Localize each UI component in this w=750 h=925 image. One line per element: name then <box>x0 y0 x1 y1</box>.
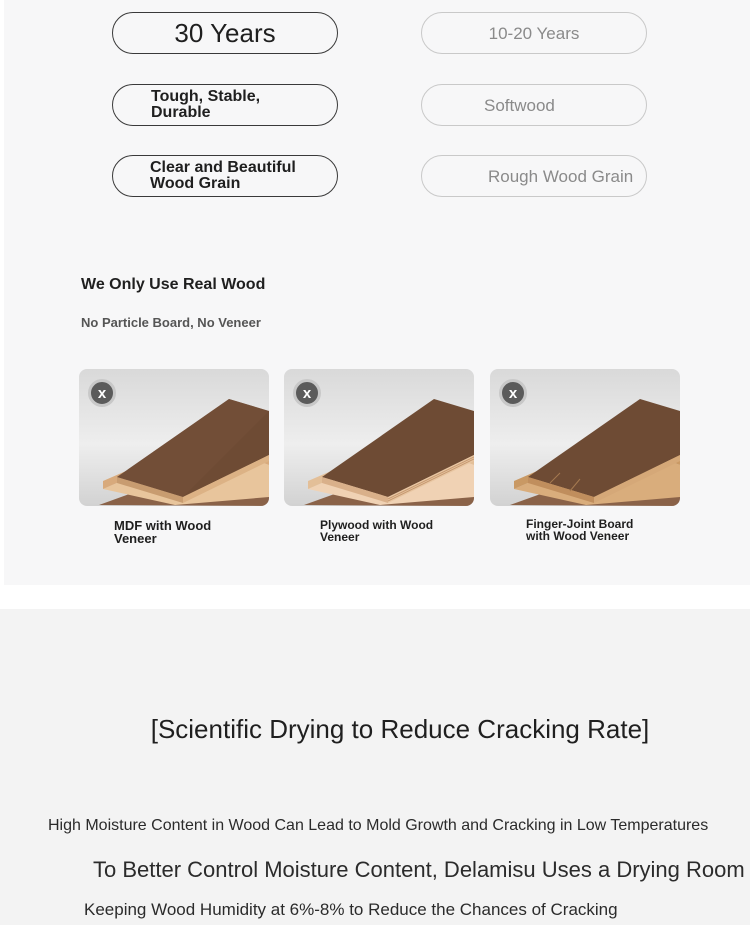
drying-title: [Scientific Drying to Reduce Cracking Rate] <box>150 714 650 744</box>
pill-label: Rough Wood Grain <box>488 166 634 186</box>
wood-card-finger-joint <box>490 369 680 506</box>
real-wood-heading: We Only Use Real Wood <box>81 276 266 293</box>
pill-durability-real <box>112 84 338 126</box>
close-icon: x <box>88 379 116 407</box>
pill-lifespan-real <box>112 12 338 54</box>
card-caption-finger-joint: Finger-Joint Board with Wood Veneer <box>526 517 634 543</box>
pill-label: Softwood <box>484 95 555 115</box>
pill-label: 30 Years <box>174 18 276 48</box>
pill-grain-other <box>421 155 647 197</box>
pill-lifespan-other <box>421 12 647 54</box>
card-caption-plywood: Plywood with Wood Veneer <box>320 518 434 544</box>
pill-label: Clear and Beautiful Wood Grain <box>150 159 296 192</box>
wood-card-mdf <box>79 369 269 506</box>
real-wood-subtitle: No Particle Board, No Veneer <box>81 315 261 330</box>
pill-label: 10-20 Years <box>488 23 580 43</box>
drying-line-1: High Moisture Content in Wood Can Lead to Mold Growth and Cracking in Low Temperatures <box>48 817 709 834</box>
close-icon: x <box>293 379 321 407</box>
pill-wood-other <box>421 84 647 126</box>
drying-line-3: Keeping Wood Humidity at 6%-8% to Reduce the Chances of Cracking <box>84 900 618 919</box>
drying-line-2: To Better Control Moisture Content, Delamisu Uses a Drying Room <box>93 857 745 882</box>
wood-card-plywood <box>284 369 474 506</box>
card-caption-mdf: MDF with Wood Veneer <box>114 518 212 546</box>
pill-grain-real <box>112 155 338 197</box>
pill-label: Tough, Stable, Durable <box>151 88 261 121</box>
close-icon: x <box>499 379 527 407</box>
